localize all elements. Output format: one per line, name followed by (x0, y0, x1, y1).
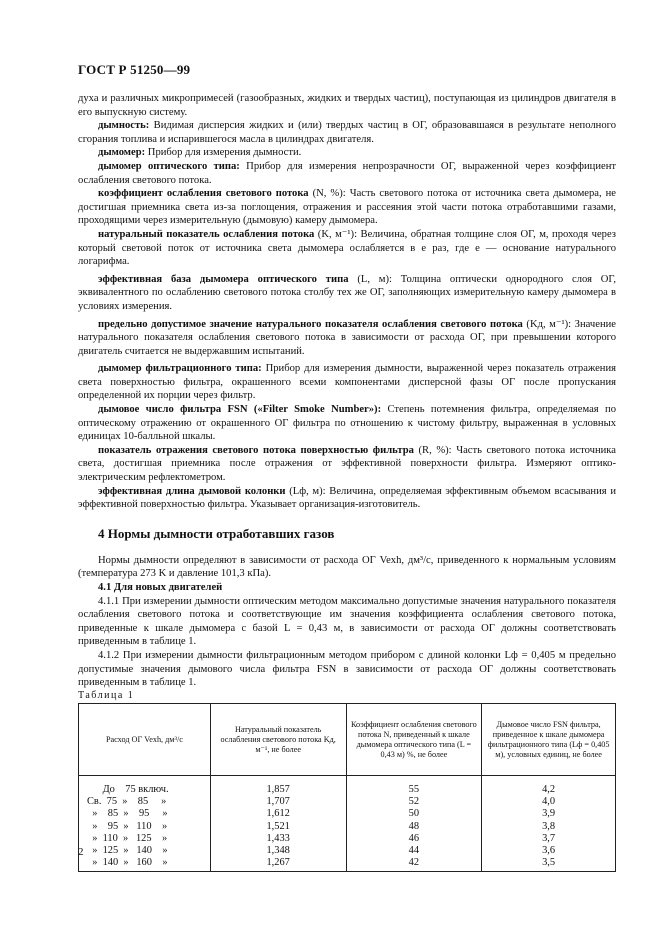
term: дымомер оптического типа: (98, 160, 240, 172)
definition-text: (Lф, м): Величина, определяемая эффективным объемом всасывания и эффективной поверхностью фильтра. Указывает организация-изготовитель. (78, 485, 616, 511)
definition-limit-value (78, 318, 616, 359)
emission-table (78, 703, 616, 872)
cell-fsn: 3,6 (482, 845, 616, 857)
term: дымность: (98, 120, 150, 132)
cell-n: 52 (346, 796, 482, 808)
definition-text: Видимая дисперсия жидких и (или) твердых частиц в ОГ, образовавшаяся в результате неполного сгорания топлива и испарившегося масла в цилиндрах двигателя. (78, 120, 616, 145)
cell-fsn: 3,9 (482, 808, 616, 820)
cell-flow: Св. 75 » 85 » (79, 796, 211, 808)
definition-text: Степень потемнения фильтра, определяемая по оптическому отражению от окрашенного ОГ фильтра по отношению к чистому фильтру, выраженная в условных единицах 10-балльной шкалы. (78, 404, 616, 443)
definition-smokiness (78, 119, 616, 146)
term: дымомер: (98, 147, 146, 159)
definition-column-length (78, 485, 616, 512)
section-intro: Нормы дымности определяют в зависимости от расхода ОГ Vexh, дм³/с, приведенного к нормальным условиям (температура 273 K и давление 101,3 кПа). (78, 554, 616, 580)
definition-reflectance (78, 444, 616, 485)
cell-flow: » 110 » 125 » (79, 833, 211, 845)
cell-fsn: 4,0 (482, 796, 616, 808)
document-body (78, 92, 616, 690)
cell-flow: » 125 » 140 » (79, 845, 211, 857)
cell-k: 1,707 (210, 796, 346, 808)
table-row (79, 857, 616, 872)
term: показатель отражения светового потока поверхностью фильтра (98, 444, 414, 456)
definition-text: (R, %): Часть светового потока источника света, достигшая приемника после отражения от эффективной поверхности фильтра. Измеряют оптико-электрическим рефлектометром. (78, 444, 616, 484)
cell-k: 1,521 (210, 821, 346, 833)
clause-4-1-1: 4.1.1 При измерении дымности оптическим методом максимально допустимые значения натурального показателя ослабления светового потока и соответствующие им значения коэффициента ослабления светового потока, приведенные к шкале дымомера с базой L = 0,43 м, в зависимости от расхода ОГ должны соответствовать приведенным в таблице 1. (78, 595, 616, 648)
table-row (79, 796, 616, 808)
definition-light-absorption (78, 228, 616, 269)
column-header-fsn: Дымовое число FSN фильтра, приведенное к шкале дымомера фильтрационного типа (Lф = 0,405 м), условных единиц, не более (482, 704, 616, 776)
definition-text: Прибор для измерения дымности. (145, 147, 302, 159)
term: натуральный показатель ослабления потока (98, 228, 315, 240)
cell-fsn: 3,8 (482, 821, 616, 833)
table-row (79, 808, 616, 820)
definition-text: (L, м): Толщина оптически однородного слоя ОГ, эквивалентного по ослаблению светового потока столбу тех же ОГ, заполняющих измерительную камеру дымомера в условиях измерения. (78, 273, 616, 312)
cell-n: 46 (346, 833, 482, 845)
cell-flow: » 140 » 160 » (79, 857, 211, 872)
cell-flow: » 95 » 110 » (79, 821, 211, 833)
section-title: 4 Нормы дымности отработавших газов (98, 525, 335, 541)
table-row (79, 776, 616, 797)
cell-n: 48 (346, 821, 482, 833)
column-header-n: Коэффициент ослабления светового потока N, приведенный к шкале дымомера оптического типа (L = 0,43 м) %, не более (346, 704, 482, 776)
cell-fsn: 3,5 (482, 857, 616, 872)
cell-fsn: 3,7 (482, 833, 616, 845)
column-header-k: Натуральный показатель ослабления светового потока Kд, м⁻¹, не более (210, 704, 346, 776)
term: предельно допустимое значение натурального показателя ослабления светового потока (98, 318, 523, 330)
term: эффективная длина дымовой колонки (98, 485, 286, 497)
definition-filter-smokemeter (78, 362, 616, 403)
term: эффективная база дымомера оптического типа (98, 273, 349, 285)
definition-smokemeter (78, 146, 616, 160)
definition-effective-base (78, 273, 616, 314)
paragraph: духа и различных микропримесей (газообразных, жидких и твердых частиц), поступающая из цилиндров двигателя в его выпускную систему. (78, 93, 616, 118)
definition-opacity-coefficient (78, 187, 616, 228)
definition-text: (K, м⁻¹): Величина, обратная толщине слоя ОГ, м, проходя через который световой поток от источника света дымомера ослабляется в e раз, где e — основание натурального логарифма. (78, 228, 616, 268)
definition-text: (Kд, м⁻¹): Значение натурального показателя ослабления светового потока в зависимости от расхода ОГ, при превышении которого двигатель считается не выдержавшим испытаний. (78, 318, 616, 357)
cell-n: 44 (346, 845, 482, 857)
cell-n: 50 (346, 808, 482, 820)
cell-k: 1,857 (210, 776, 346, 797)
definition-fsn (78, 403, 616, 444)
definition-text: Прибор для измерения дымности, выраженной через показатель отражения света поверхностью фильтра, окрашенного всеми компонентами дисперсной фазы ОГ после пропускания определенной их порции через фильтр. (78, 363, 616, 402)
cell-n: 42 (346, 857, 482, 872)
subsection-heading: 4.1 Для новых двигателей (98, 582, 223, 593)
table-row (79, 821, 616, 833)
cell-flow: До 75 включ. (79, 776, 211, 797)
cell-k: 1,433 (210, 833, 346, 845)
definition-text: (N, %): Часть светового потока от источника света дымомера, не достигшая приемника света из-за поглощения, отражения и рассеяния этой части потока отработавшими газами, проходящими через измерительную (дымовую) камеру дымомера. (78, 188, 616, 227)
cell-k: 1,267 (210, 857, 346, 872)
table-caption: Таблица 1 (78, 690, 135, 701)
term: коэффициент ослабления светового потока (98, 188, 309, 200)
page-number: 2 (78, 846, 84, 858)
cell-flow: » 85 » 95 » (79, 808, 211, 820)
definition-optical-smokemeter (78, 160, 616, 187)
term: дымовое число фильтра FSN («Filter Smoke Number»): (98, 404, 382, 416)
table-row (79, 845, 616, 857)
table-row (79, 833, 616, 845)
term: дымомер фильтрационного типа: (98, 363, 262, 375)
column-header-flow: Расход ОГ Vexh, дм³/с (79, 704, 211, 776)
cell-k: 1,612 (210, 808, 346, 820)
cell-k: 1,348 (210, 845, 346, 857)
definition-text: Прибор для измерения непрозрачности ОГ, выраженной через коэффициент ослабления светового потока. (78, 160, 616, 186)
cell-fsn: 4,2 (482, 776, 616, 797)
cell-n: 55 (346, 776, 482, 797)
document-header: ГОСТ Р 51250—99 (78, 62, 191, 77)
clause-4-1-2: 4.1.2 При измерении дымности фильтрационным методом прибором с длиной колонки Lф = 0,405 м предельно допустимые значения дымового числа фильтра FSN в зависимости от расхода ОГ должны соответствовать приведенным в таблице 1. (78, 649, 616, 689)
